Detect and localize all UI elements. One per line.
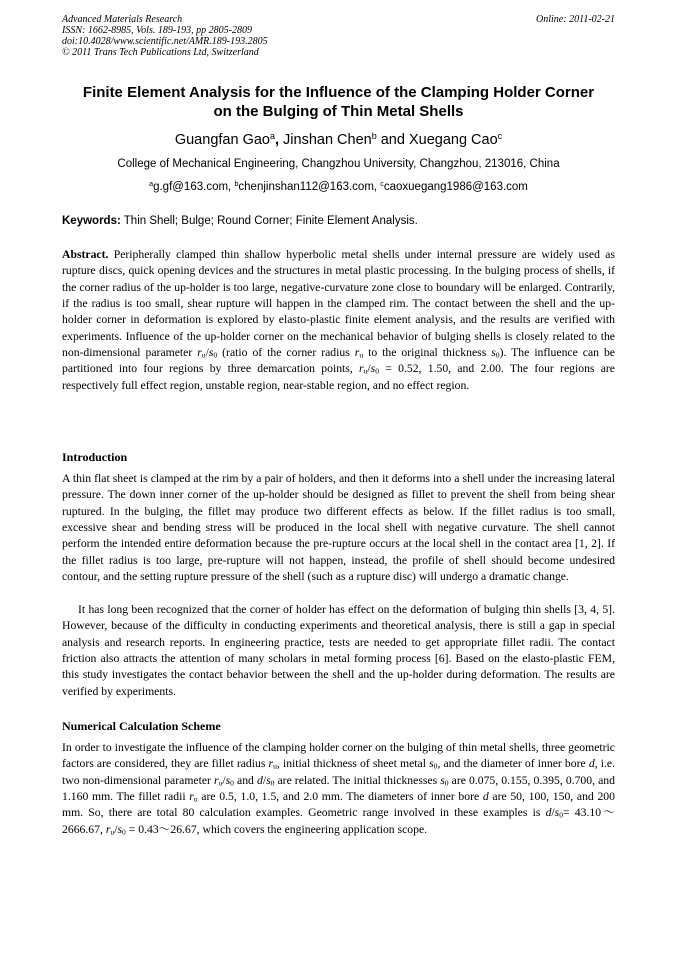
section-heading-numerical: Numerical Calculation Scheme: [62, 719, 221, 733]
math-sub: 0: [122, 827, 126, 837]
math-var: s: [491, 346, 496, 360]
keywords-line: [62, 214, 615, 229]
abstract-text: (ratio of the corner radius: [217, 346, 355, 360]
math-var: s: [554, 806, 560, 820]
math-op: /: [367, 362, 371, 376]
math-op: /: [262, 773, 267, 787]
math-op: /: [114, 822, 118, 836]
math-sub: 0: [230, 778, 234, 788]
email-sup: b: [234, 180, 239, 189]
body-text: are 50, 100, 150, and 200 mm. So, there are total 80 calculation examples. Geometric range involved in these examples is: [62, 790, 615, 820]
math-sub: u: [359, 350, 364, 360]
body-text: are 0.5, 1.0, 1.5, and 2.0 mm. The diameters of inner bore: [197, 790, 483, 804]
math-var: d: [256, 773, 263, 787]
math-sub: 0: [559, 810, 564, 820]
math-var: r: [354, 346, 360, 360]
title-line-2: on the Bulging of Thin Metal Shells: [213, 103, 464, 120]
math-sub: u: [110, 827, 115, 837]
running-header: [62, 14, 615, 58]
math-var: r: [197, 346, 202, 360]
math-var: s: [266, 773, 271, 787]
math-var: s: [117, 822, 122, 836]
math-sub: 0: [433, 761, 438, 771]
math-sub: 0: [375, 366, 379, 376]
math-sub: u: [273, 761, 277, 771]
body-text: = 0.43～26.67, which covers the engineering application scope.: [125, 822, 428, 836]
abstract-paragraph: [62, 247, 615, 394]
author-name: Guangfan Gao: [174, 132, 270, 148]
math-var: r: [105, 822, 111, 836]
math-var: s: [370, 362, 376, 376]
body-text: In order to investigate the influence of the clamping holder corner on the bulging of thin metal shells, three geometric factors are considered, they are fillet radius: [62, 741, 615, 771]
math-var: r: [189, 790, 194, 804]
math-sub: u: [218, 778, 223, 788]
math-var: d: [588, 757, 595, 771]
body-text: are 0.075, 0.155, 0.395, 0.700, and 1.160 mm. The fillet radii: [62, 773, 615, 804]
body-text: = 43.10～2666.67,: [62, 806, 616, 836]
email-sup: c: [380, 180, 384, 189]
body-text: , initial thickness of sheet metal: [276, 757, 430, 771]
author-sup: b: [371, 131, 377, 142]
math-sub: u: [193, 794, 198, 804]
body-text: , and the diameter of inner bore: [437, 757, 589, 771]
doi-line: doi:10.4028/www.scientific.net/AMR.189-193.2805: [62, 36, 268, 47]
abstract-text: to the original thickness: [363, 346, 492, 360]
math-var: r: [214, 773, 219, 787]
math-sub: 0: [444, 778, 449, 788]
email-link[interactable]: g.gf@163.com,: [153, 181, 235, 193]
section-heading-introduction: Introduction: [62, 450, 128, 464]
math-sub: 0: [270, 778, 275, 788]
author-list: [62, 131, 615, 149]
math-sub: u: [201, 350, 206, 360]
abstract-text: Peripherally clamped thin shallow hyperbolic metal shells under internal pressure are widely used as rupture discs, quick opening devices and the structures in metal plastic processing. In the bulging process of shells, if the corner radius of the up-holder is too large, negative-curvature zone close to boundary will be enlarged. Contrarily, if the radius is too small, shear rupture will happen in the clamped rim. The contact between the shell and the up-holder corner in deformation is explored by elasto-plastic finite element analysis, and the results are verified with experiments. Influence of the up-holder corner on the mechanical behavior of bulging shells is closely related to the non-dimensional parameter: [62, 248, 615, 360]
numerical-paragraph: [62, 740, 615, 838]
author-separator: and: [376, 132, 409, 148]
math-var: s: [225, 773, 231, 787]
math-var: s: [440, 773, 445, 787]
online-date: Online: 2011-02-21: [536, 14, 615, 25]
math-op: /: [205, 346, 209, 360]
math-var: s: [429, 757, 434, 771]
abstract-text: ). The influence can be partitioned into four regions by three demarcation points,: [62, 346, 615, 376]
author-name: Jinshan Chen: [283, 132, 372, 148]
math-sub: 0: [213, 350, 218, 360]
math-var: r: [268, 757, 274, 771]
math-op: /: [551, 806, 555, 820]
email-link[interactable]: chenjinshan112@163.com,: [238, 181, 381, 193]
author-sup: c: [497, 131, 503, 142]
keywords-label: Keywords:: [62, 215, 121, 227]
math-var: s: [208, 346, 214, 360]
intro-paragraph-1: A thin flat sheet is clamped at the rim by a pair of holders, and then it deforms into a shell under the increasing lateral pressure. The down inner corner of the up-holder should be designed as fillet to prevent the shell from being shear ruptured. In the bulging, the fillet may produce two different effects as below. If the fillet radius is too small, excessive shear and bending stress will be produced in the local shell with negative curvature. The shell cannot perform the intended entire deformation because the pre-rupture occurs at the local shell in the contact area [1, 2]. If the fillet radius is too large, pre-rupture will not happen, instead, the profile of shell should become undesired contour, and the setting rupture pressure of the shell (such as a rupture disc) will undergo a dramatic change.: [62, 472, 615, 584]
email-list: [62, 180, 615, 195]
issn-line: ISSN: 1662-8985, Vols. 189-193, pp 2805-2809: [62, 25, 252, 36]
math-sub: u: [363, 366, 368, 376]
paper-title: [62, 83, 615, 121]
journal-name: Advanced Materials Research: [62, 14, 183, 25]
author-name: Xuegang Cao: [408, 132, 498, 148]
math-var: d: [482, 790, 489, 804]
math-var: r: [359, 362, 364, 376]
body-text: , i.e. two non-dimensional parameter: [62, 757, 616, 787]
abstract-text: = 0.52, 1.50, and 2.00. The four regions are respectively full effect region, unstable region, near-stable region, and no effect region.: [62, 362, 615, 392]
affiliation: College of Mechanical Engineering, Changzhou University, Changzhou, 213016, China: [117, 158, 560, 170]
math-sub: 0: [495, 350, 500, 360]
email-sup: a: [149, 180, 154, 189]
author-sup: a: [269, 131, 275, 142]
intro-paragraph-2: It has long been recognized that the corner of holder has effect on the deformation of bulging thin shells [3, 4, 5]. However, because of the difficulty in conducting experiments and theoretical analysis, there is still a gap in special analysis and research reports. In engineering practice, tests are needed to get appropriate fillet radii. The contact friction also attracts the attention of many scholars in metal forming process [6]. Based on the elasto-plastic FEM, this study investigates the contact behavior between the shell and the up-holder during deformation. The results are verified by experiments.: [62, 603, 615, 698]
copyright-line: © 2011 Trans Tech Publications Ltd, Switzerland: [62, 47, 259, 58]
title-line-1: Finite Element Analysis for the Influence of the Clamping Holder Corner: [82, 84, 595, 101]
body-text: and: [233, 773, 257, 787]
abstract-label: Abstract.: [62, 248, 109, 261]
keywords-text: Thin Shell; Bulge; Round Corner; Finite Element Analysis.: [120, 215, 418, 227]
email-link[interactable]: caoxuegang1986@163.com: [383, 181, 528, 193]
author-separator: ,: [274, 132, 284, 148]
body-text: are related. The initial thicknesses: [274, 773, 441, 787]
math-var: d: [545, 806, 552, 820]
math-op: /: [222, 773, 226, 787]
